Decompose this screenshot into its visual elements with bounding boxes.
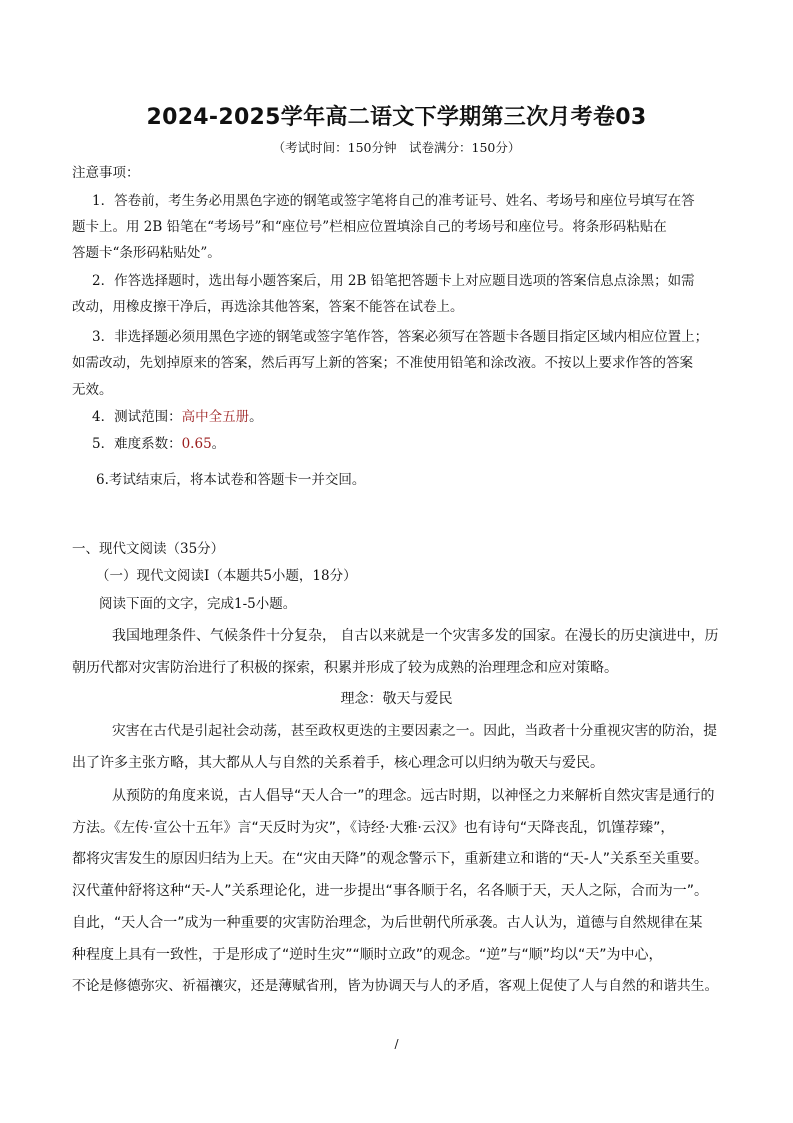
note-5-label: 5．难度系数： <box>92 436 182 452</box>
note-3-line-3: 无效。 <box>72 382 113 398</box>
note-2-line-1: 2．作答选择题时，选出每小题答案后，用 2B 铅笔把答题卡上对应题目选项的答案信息点涂黑；如需 <box>92 273 695 289</box>
section-instruction: 阅读下面的文字，完成1-5小题。 <box>99 596 297 612</box>
note-6: 6.考试结束后，将本试卷和答题卡一并交回。 <box>96 472 366 488</box>
section-heading: 一、现代文阅读（35分） <box>72 541 225 557</box>
note-4 <box>92 407 263 427</box>
note-1-line-1: 1．答卷前，考生务必用黑色字迹的钢笔或签字笔将自己的准考证号、姓名、考场号和座位号填写在答 <box>92 193 695 209</box>
note-3-line-2: 如需改动，先划掉原来的答案，然后再写上新的答案；不准使用铅笔和涂改液。不按以上要求作答的答案 <box>72 355 693 371</box>
passage-p3-line-1: 从预防的角度来说，古人倡导“天人合一”的理念。远古时期，以神怪之力来解析自然灾害是通行的 <box>112 788 715 804</box>
note-3-line-1: 3．非选择题必须用黑色字迹的钢笔或签字笔作答，答案必须写在答题卡各题目指定区域内相应位置上； <box>92 329 709 345</box>
note-4-label: 4．测试范围： <box>92 409 182 425</box>
passage-p3-line-2: 方法。《左传·宣公十五年》言“天反时为灾”，《诗经·大雅·云汉》也有诗句“天降丧乱，饥馑荐臻”， <box>72 820 675 836</box>
note-1-line-2: 题卡上。用 2B 铅笔在“考场号”和“座位号”栏相应位置填涂自己的考场号和座位号。将条形码粘贴在 <box>72 219 667 235</box>
note-5-value: 0.65 <box>181 436 212 452</box>
note-1-line-3: 答题卡“条形码粘贴处”。 <box>72 245 221 261</box>
page-footer-mark: / <box>394 1037 399 1051</box>
passage-p3-line-4: 汉代董仲舒将这种“天-人”关系理论化，进一步提出“事各顺于名，名各顺于天，天人之际，合而为一”。 <box>72 883 709 899</box>
passage-p2-line-1: 灾害在古代是引起社会动荡，甚至政权更迭的主要因素之一。因此，当政者十分重视灾害的防治，提 <box>112 723 718 739</box>
note-5-end: 。 <box>211 436 226 452</box>
passage-p1-line-2: 朝历代都对灾害防治进行了积极的探索，积累并形成了较为成熟的治理理念和应对策略。 <box>72 660 618 676</box>
passage-p3-line-5: 自此，“天人合一”成为一种重要的灾害防治理念，为后世朝代所承袭。古人认为，道德与自然规律在某 <box>72 915 703 931</box>
passage-p3-line-7: 不论是修德弥灾、祈福禳灾，还是薄赋省刑，皆为协调天与人的矛盾，客观上促使了人与自然的和谐共生。 <box>72 978 719 994</box>
passage-p3-line-3: 都将灾害发生的原因归结为上天。在“灾由天降”的观念警示下，重新建立和谐的“天-人”关系至关重要。 <box>72 851 709 867</box>
passage-subheading: 理念：敬天与爱民 <box>340 691 453 707</box>
note-2-line-2: 改动，用橡皮擦干净后，再选涂其他答案，答案不能答在试卷上。 <box>72 299 464 315</box>
passage-p3-line-6: 种程度上具有一致性，于是形成了“逆时生灾”“顺时立政”的观念。“逆”与“顺”均以“天”为中心， <box>72 947 663 963</box>
notes-heading: 注意事项： <box>72 165 140 181</box>
passage-p1-line-1: 我国地理条件、气候条件十分复杂， 自古以来就是一个灾害多发的国家。在漫长的历史演进中，历 <box>112 628 719 644</box>
exam-title: 2024-2025学年高二语文下学期第三次月考卷03 <box>146 105 647 130</box>
exam-subtitle: （考试时间：150分钟 试卷满分：150分） <box>272 140 521 155</box>
section-sub-heading: （一）现代文阅读Ⅰ（本题共5小题，18分） <box>96 568 357 584</box>
note-4-end: 。 <box>249 409 263 425</box>
note-5 <box>92 434 225 454</box>
passage-p2-line-2: 出了许多主张方略，其大都从人与自然的关系着手，核心理念可以归纳为敬天与爱民。 <box>72 755 604 771</box>
note-4-value: 高中全五册 <box>181 409 250 425</box>
